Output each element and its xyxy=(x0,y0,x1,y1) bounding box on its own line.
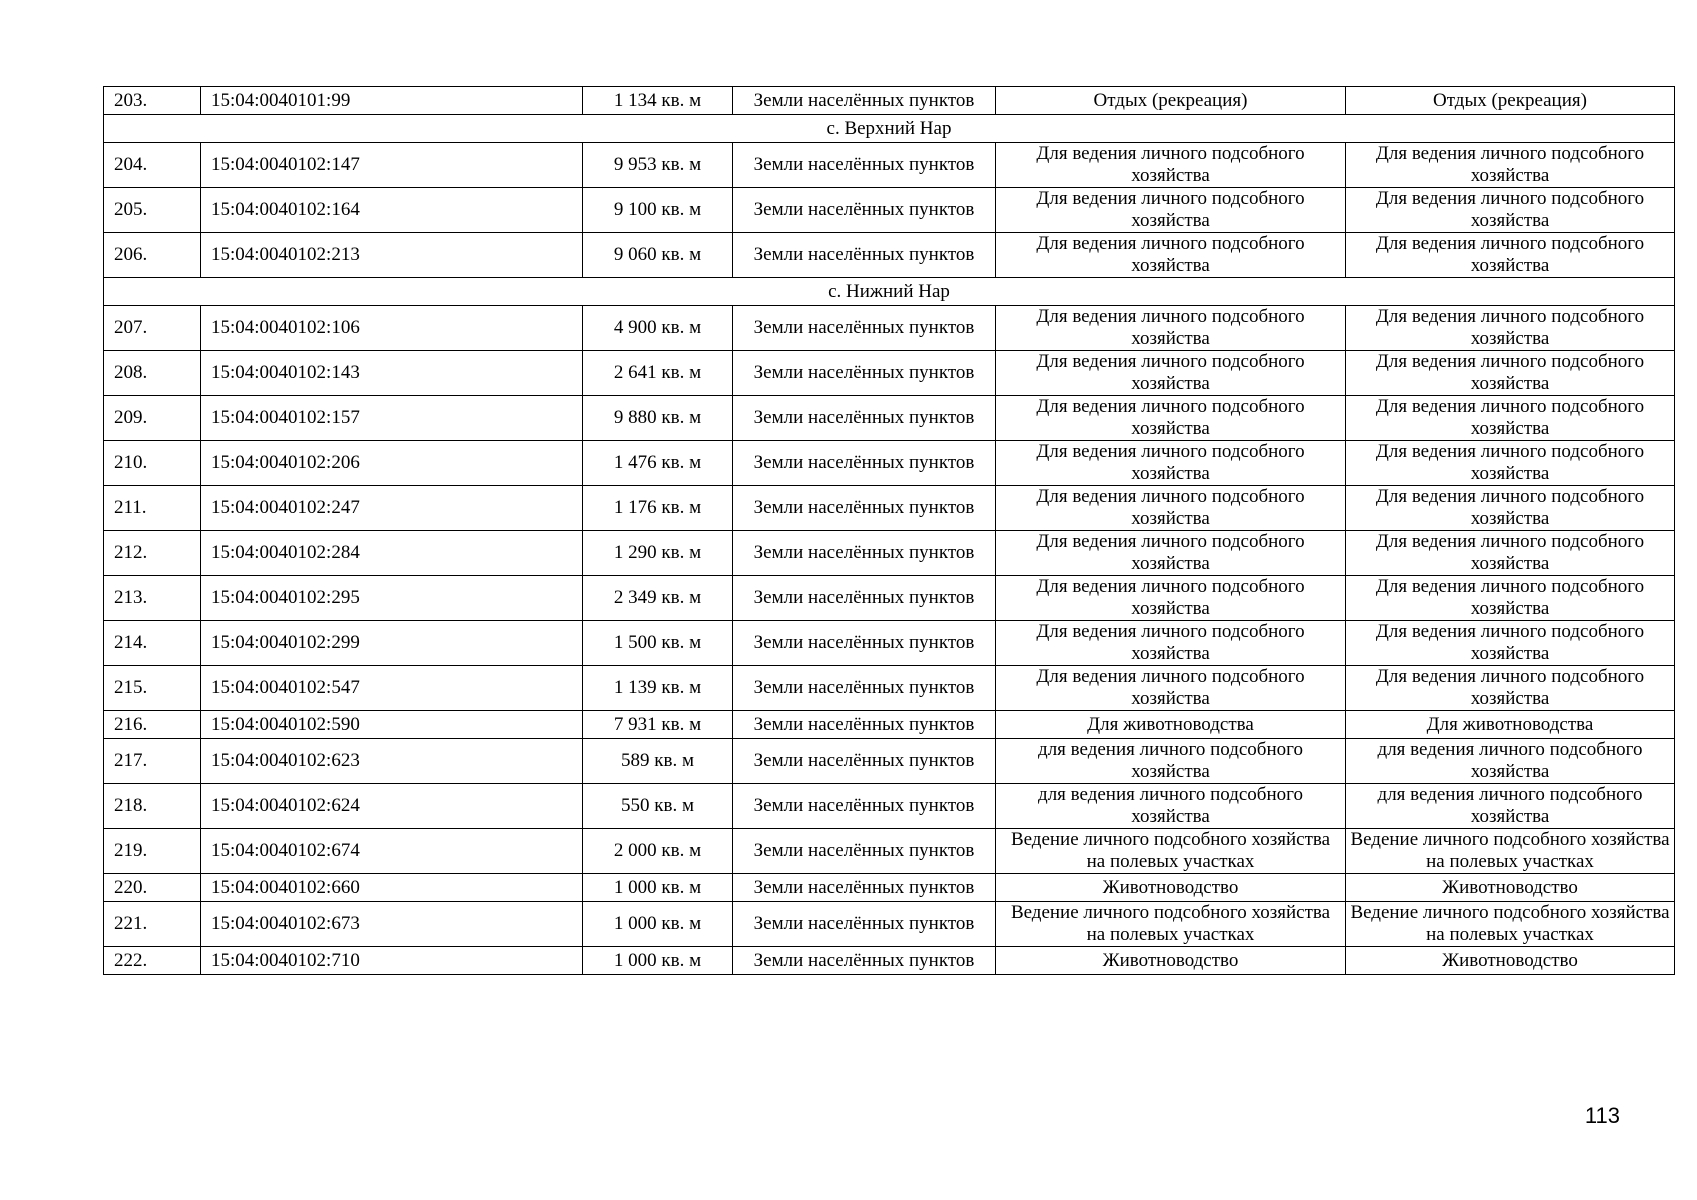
area-cell: 589 кв. м xyxy=(583,739,733,784)
cadastral-number-cell: 15:04:0040102:147 xyxy=(201,143,583,188)
row-number-cell: 211. xyxy=(104,486,201,531)
land-plots-table xyxy=(103,86,1675,975)
row-number-cell: 210. xyxy=(104,441,201,486)
row-number-cell: 220. xyxy=(104,874,201,902)
land-category-cell: Земли населённых пунктов xyxy=(733,351,996,396)
land-category-cell: Земли населённых пунктов xyxy=(733,233,996,278)
table-row xyxy=(104,576,1675,621)
table-row xyxy=(104,143,1675,188)
cadastral-number-cell: 15:04:0040102:660 xyxy=(201,874,583,902)
row-number-cell: 215. xyxy=(104,666,201,711)
permitted-use-cell: Отдых (рекреация) xyxy=(996,87,1346,115)
area-cell: 1 000 кв. м xyxy=(583,902,733,947)
cadastral-number-cell: 15:04:0040102:143 xyxy=(201,351,583,396)
land-category-cell: Земли населённых пунктов xyxy=(733,531,996,576)
table-row xyxy=(104,486,1675,531)
permitted-use-cell: Животноводство xyxy=(996,947,1346,975)
section-title: с. Верхний Нар xyxy=(104,115,1675,143)
area-cell: 1 139 кв. м xyxy=(583,666,733,711)
row-number-cell: 219. xyxy=(104,829,201,874)
table-row xyxy=(104,666,1675,711)
table-row xyxy=(104,233,1675,278)
cadastral-number-cell: 15:04:0040102:284 xyxy=(201,531,583,576)
permitted-use-cell: Для ведения личного подсобного хозяйства xyxy=(996,531,1346,576)
permitted-use-cell: Для ведения личного подсобного хозяйства xyxy=(996,306,1346,351)
land-category-cell: Земли населённых пунктов xyxy=(733,306,996,351)
table-row xyxy=(104,396,1675,441)
row-number-cell: 213. xyxy=(104,576,201,621)
table-row xyxy=(104,531,1675,576)
permitted-use-cell: Для ведения личного подсобного хозяйства xyxy=(996,188,1346,233)
area-cell: 9 100 кв. м xyxy=(583,188,733,233)
cadastral-number-cell: 15:04:0040102:299 xyxy=(201,621,583,666)
actual-use-cell: Отдых (рекреация) xyxy=(1346,87,1675,115)
area-cell: 1 000 кв. м xyxy=(583,874,733,902)
area-cell: 550 кв. м xyxy=(583,784,733,829)
land-category-cell: Земли населённых пунктов xyxy=(733,874,996,902)
land-category-cell: Земли населённых пунктов xyxy=(733,947,996,975)
cadastral-number-cell: 15:04:0040102:624 xyxy=(201,784,583,829)
section-header-row xyxy=(104,115,1675,143)
table-row xyxy=(104,441,1675,486)
permitted-use-cell: Для ведения личного подсобного хозяйства xyxy=(996,486,1346,531)
table-row xyxy=(104,188,1675,233)
actual-use-cell: Для ведения личного подсобного хозяйства xyxy=(1346,441,1675,486)
row-number-cell: 207. xyxy=(104,306,201,351)
area-cell: 2 641 кв. м xyxy=(583,351,733,396)
cadastral-number-cell: 15:04:0040102:247 xyxy=(201,486,583,531)
row-number-cell: 221. xyxy=(104,902,201,947)
table-row xyxy=(104,784,1675,829)
area-cell: 2 000 кв. м xyxy=(583,829,733,874)
area-cell: 1 476 кв. м xyxy=(583,441,733,486)
row-number-cell: 206. xyxy=(104,233,201,278)
area-cell: 1 290 кв. м xyxy=(583,531,733,576)
actual-use-cell: Для ведения личного подсобного хозяйства xyxy=(1346,306,1675,351)
land-category-cell: Земли населённых пунктов xyxy=(733,829,996,874)
cadastral-number-cell: 15:04:0040102:590 xyxy=(201,711,583,739)
cadastral-number-cell: 15:04:0040102:673 xyxy=(201,902,583,947)
area-cell: 2 349 кв. м xyxy=(583,576,733,621)
permitted-use-cell: Для ведения личного подсобного хозяйства xyxy=(996,233,1346,278)
cadastral-number-cell: 15:04:0040102:547 xyxy=(201,666,583,711)
area-cell: 9 060 кв. м xyxy=(583,233,733,278)
actual-use-cell: для ведения личного подсобного хозяйства xyxy=(1346,739,1675,784)
area-cell: 1 500 кв. м xyxy=(583,621,733,666)
table-row xyxy=(104,306,1675,351)
land-category-cell: Земли населённых пунктов xyxy=(733,441,996,486)
land-category-cell: Земли населённых пунктов xyxy=(733,902,996,947)
actual-use-cell: Для ведения личного подсобного хозяйства xyxy=(1346,576,1675,621)
land-category-cell: Земли населённых пунктов xyxy=(733,87,996,115)
table-row xyxy=(104,947,1675,975)
actual-use-cell: Для ведения личного подсобного хозяйства xyxy=(1346,621,1675,666)
cadastral-number-cell: 15:04:0040102:157 xyxy=(201,396,583,441)
permitted-use-cell: для ведения личного подсобного хозяйства xyxy=(996,784,1346,829)
land-category-cell: Земли населённых пунктов xyxy=(733,739,996,784)
table-row xyxy=(104,87,1675,115)
table-row xyxy=(104,902,1675,947)
row-number-cell: 203. xyxy=(104,87,201,115)
actual-use-cell: для ведения личного подсобного хозяйства xyxy=(1346,784,1675,829)
row-number-cell: 218. xyxy=(104,784,201,829)
actual-use-cell: Для ведения личного подсобного хозяйства xyxy=(1346,666,1675,711)
row-number-cell: 204. xyxy=(104,143,201,188)
row-number-cell: 205. xyxy=(104,188,201,233)
land-category-cell: Земли населённых пунктов xyxy=(733,666,996,711)
cadastral-number-cell: 15:04:0040102:106 xyxy=(201,306,583,351)
section-title: с. Нижний Нар xyxy=(104,278,1675,306)
row-number-cell: 208. xyxy=(104,351,201,396)
table-row xyxy=(104,829,1675,874)
area-cell: 1 000 кв. м xyxy=(583,947,733,975)
row-number-cell: 212. xyxy=(104,531,201,576)
actual-use-cell: Ведение личного подсобного хозяйства на полевых участках xyxy=(1346,829,1675,874)
land-category-cell: Земли населённых пунктов xyxy=(733,621,996,666)
row-number-cell: 209. xyxy=(104,396,201,441)
permitted-use-cell: Для ведения личного подсобного хозяйства xyxy=(996,396,1346,441)
actual-use-cell: Ведение личного подсобного хозяйства на полевых участках xyxy=(1346,902,1675,947)
cadastral-number-cell: 15:04:0040102:213 xyxy=(201,233,583,278)
actual-use-cell: Для ведения личного подсобного хозяйства xyxy=(1346,486,1675,531)
cadastral-number-cell: 15:04:0040102:623 xyxy=(201,739,583,784)
permitted-use-cell: Для ведения личного подсобного хозяйства xyxy=(996,621,1346,666)
table-row xyxy=(104,711,1675,739)
page-number: 113 xyxy=(1584,1103,1620,1128)
row-number-cell: 216. xyxy=(104,711,201,739)
cadastral-number-cell: 15:04:0040102:674 xyxy=(201,829,583,874)
permitted-use-cell: Для ведения личного подсобного хозяйства xyxy=(996,576,1346,621)
land-category-cell: Земли населённых пунктов xyxy=(733,396,996,441)
permitted-use-cell: Для животноводства xyxy=(996,711,1346,739)
table-body xyxy=(104,87,1675,975)
land-category-cell: Земли населённых пунктов xyxy=(733,784,996,829)
permitted-use-cell: Ведение личного подсобного хозяйства на полевых участках xyxy=(996,829,1346,874)
cadastral-number-cell: 15:04:0040102:710 xyxy=(201,947,583,975)
actual-use-cell: Для ведения личного подсобного хозяйства xyxy=(1346,188,1675,233)
area-cell: 1 176 кв. м xyxy=(583,486,733,531)
table-row xyxy=(104,739,1675,784)
section-header-row xyxy=(104,278,1675,306)
land-category-cell: Земли населённых пунктов xyxy=(733,486,996,531)
row-number-cell: 217. xyxy=(104,739,201,784)
land-category-cell: Земли населённых пунктов xyxy=(733,711,996,739)
area-cell: 7 931 кв. м xyxy=(583,711,733,739)
land-category-cell: Земли населённых пунктов xyxy=(733,188,996,233)
permitted-use-cell: Для ведения личного подсобного хозяйства xyxy=(996,143,1346,188)
permitted-use-cell: Для ведения личного подсобного хозяйства xyxy=(996,441,1346,486)
table-row xyxy=(104,874,1675,902)
land-category-cell: Земли населённых пунктов xyxy=(733,576,996,621)
permitted-use-cell: Ведение личного подсобного хозяйства на полевых участках xyxy=(996,902,1346,947)
actual-use-cell: Для ведения личного подсобного хозяйства xyxy=(1346,351,1675,396)
permitted-use-cell: Для ведения личного подсобного хозяйства xyxy=(996,351,1346,396)
permitted-use-cell: Для ведения личного подсобного хозяйства xyxy=(996,666,1346,711)
cadastral-number-cell: 15:04:0040102:164 xyxy=(201,188,583,233)
actual-use-cell: Животноводство xyxy=(1346,874,1675,902)
area-cell: 9 953 кв. м xyxy=(583,143,733,188)
cadastral-number-cell: 15:04:0040101:99 xyxy=(201,87,583,115)
row-number-cell: 222. xyxy=(104,947,201,975)
cadastral-number-cell: 15:04:0040102:206 xyxy=(201,441,583,486)
cadastral-number-cell: 15:04:0040102:295 xyxy=(201,576,583,621)
actual-use-cell: Для ведения личного подсобного хозяйства xyxy=(1346,143,1675,188)
permitted-use-cell: для ведения личного подсобного хозяйства xyxy=(996,739,1346,784)
actual-use-cell: Животноводство xyxy=(1346,947,1675,975)
actual-use-cell: Для ведения личного подсобного хозяйства xyxy=(1346,396,1675,441)
area-cell: 9 880 кв. м xyxy=(583,396,733,441)
table-row xyxy=(104,351,1675,396)
area-cell: 1 134 кв. м xyxy=(583,87,733,115)
actual-use-cell: Для животноводства xyxy=(1346,711,1675,739)
actual-use-cell: Для ведения личного подсобного хозяйства xyxy=(1346,233,1675,278)
table-row xyxy=(104,621,1675,666)
area-cell: 4 900 кв. м xyxy=(583,306,733,351)
permitted-use-cell: Животноводство xyxy=(996,874,1346,902)
land-category-cell: Земли населённых пунктов xyxy=(733,143,996,188)
actual-use-cell: Для ведения личного подсобного хозяйства xyxy=(1346,531,1675,576)
row-number-cell: 214. xyxy=(104,621,201,666)
